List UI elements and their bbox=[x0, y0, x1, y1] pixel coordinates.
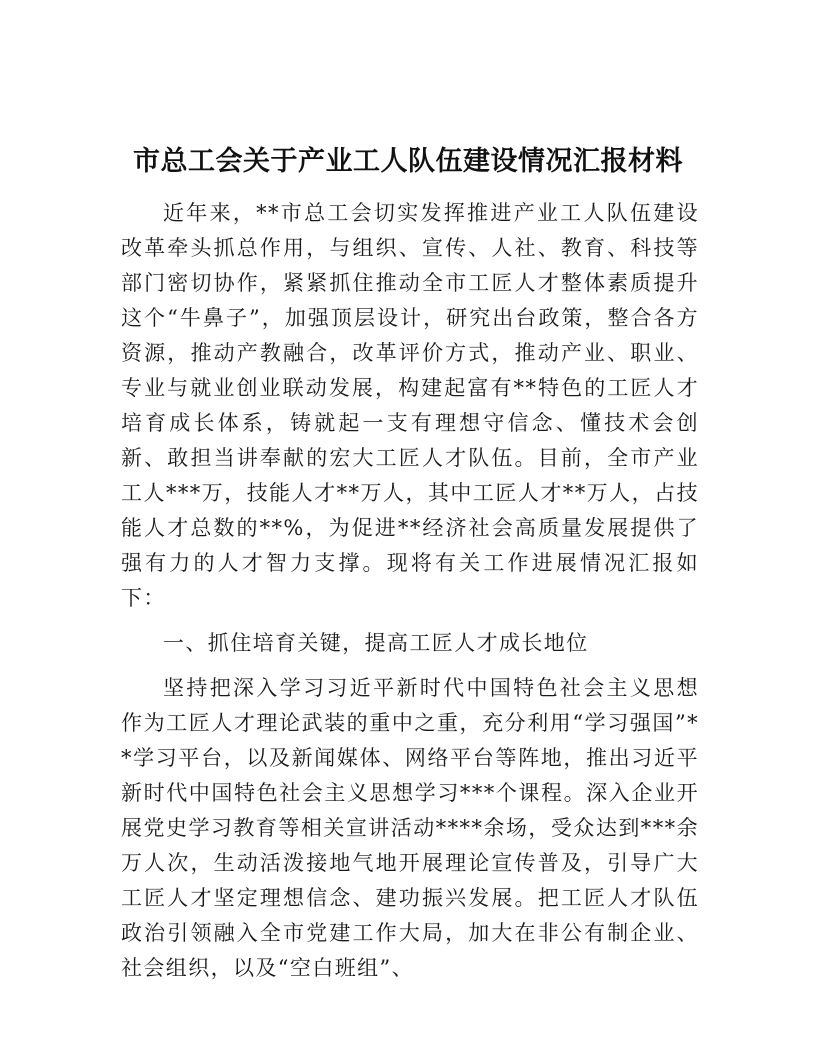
document-body bbox=[121, 196, 699, 986]
intro-paragraph: 近年来，**市总工会切实发挥推进产业工人队伍建设改革牵头抓总作用，与组织、宣传、人社、教育、科技等部门密切协作，紧紧抓住推动全市工匠人才整体素质提升这个“牛鼻子”，加强顶层设计，研究出台政策，整合各方资源，推动产教融合，改革评价方式，推动产业、职业、专业与就业创业联动发展，构建起富有**特色的工匠人才培育成长体系，铸就起一支有理想守信念、懂技术会创新、敢担当讲奉献的宏大工匠人才队伍。目前，全市产业工人***万，技能人才**万人，其中工匠人才**万人，占技能人才总数的**%，为促进**经济社会高质量发展提供了强有力的人才智力支撑。现将有关工作进展情况汇报如下： bbox=[121, 201, 699, 610]
section-1-paragraph: 坚持把深入学习习近平新时代中国特色社会主义思想作为工匠人才理论武装的重中之重，充分利用“学习强国”**学习平台，以及新闻媒体、网络平台等阵地，推出习近平新时代中国特色社会主义思想学习***个课程。深入企业开展党史学习教育等相关宣讲活动****余场，受众达到***余万人次，生动活泼接地气地开展理论宣传普及，引导广大工匠人才坚定理想信念、建功振兴发展。把工匠人才队伍政治引领融入全市党建工作大局，加大在非公有制企业、社会组织，以及“空白班组”、 bbox=[121, 676, 699, 980]
section-1-heading: 一、抓住培育关键，提高工匠人才成长地位 bbox=[163, 631, 589, 655]
document-title: 市总工会关于产业工人队伍建设情况汇报材料 bbox=[133, 146, 683, 177]
